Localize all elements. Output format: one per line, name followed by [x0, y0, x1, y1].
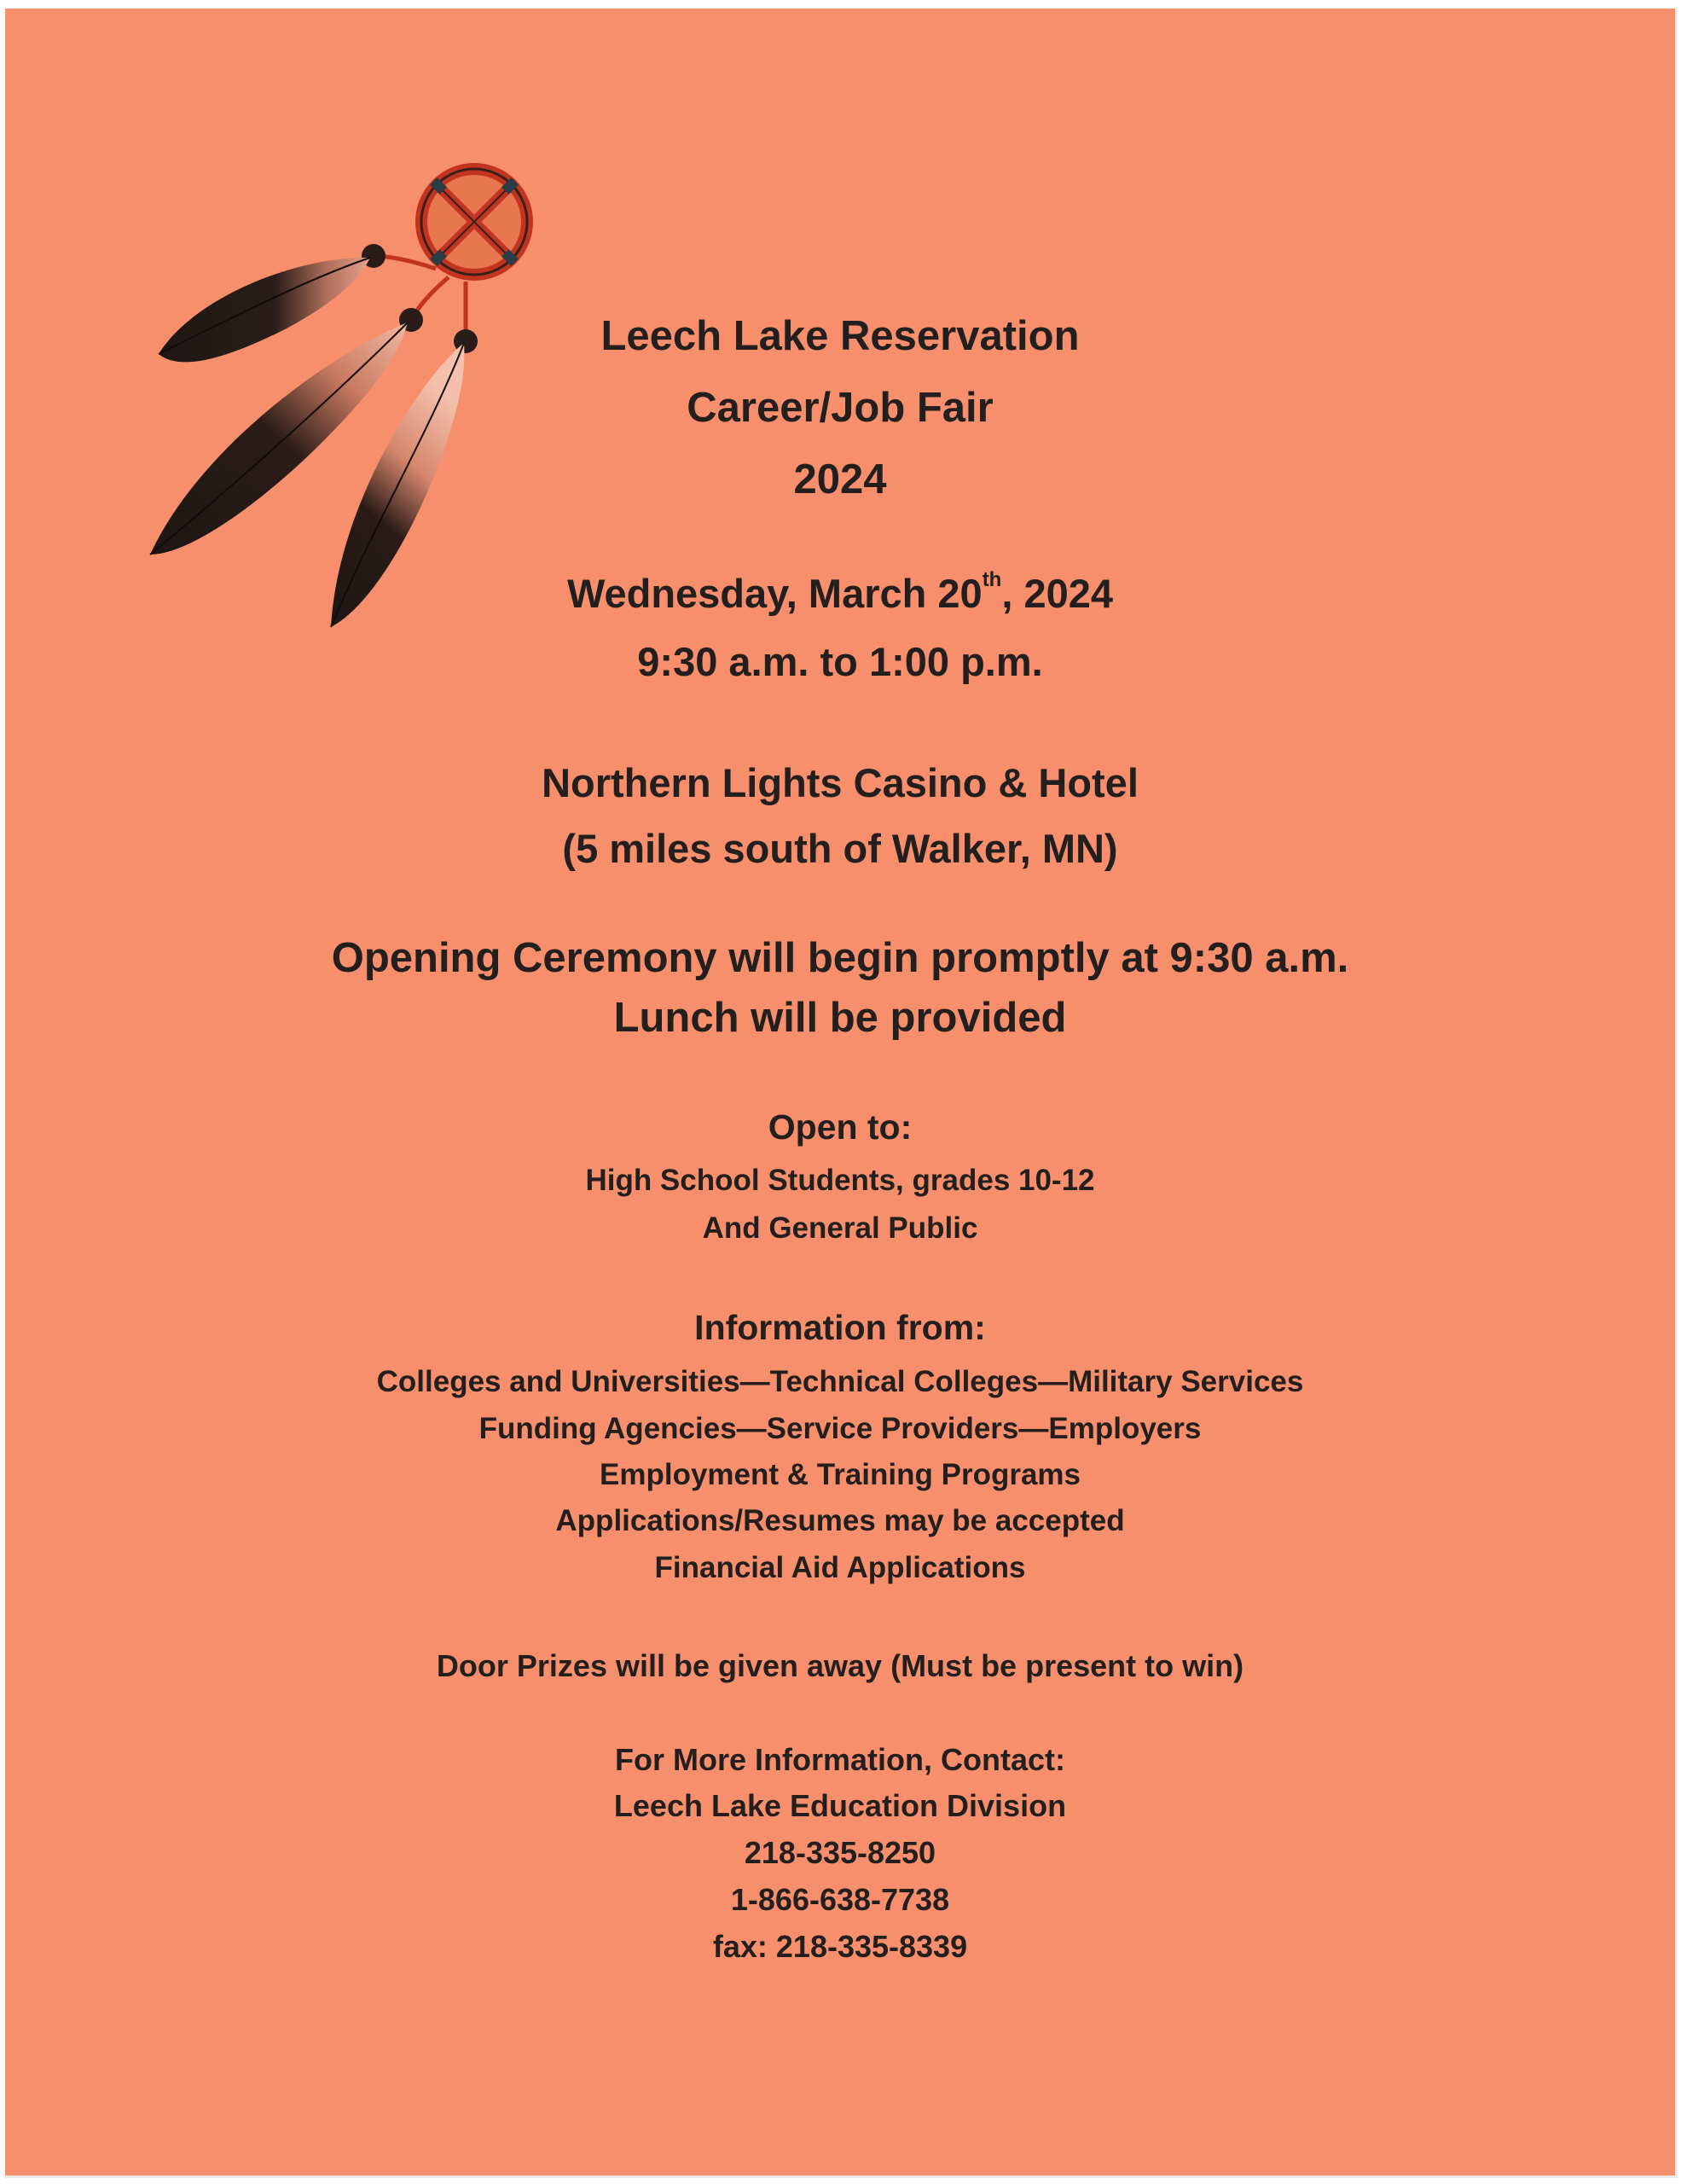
information-item: Financial Aid Applications: [654, 1551, 1026, 1584]
contact-fax: fax: 218-335-8339: [712, 1929, 968, 1964]
lunch-note: Lunch will be provided: [613, 995, 1067, 1041]
title-line-2: Career/Job Fair: [687, 385, 994, 431]
event-date-main: Wednesday, March 20: [566, 571, 983, 616]
event-date-year: , 2024: [1001, 571, 1114, 616]
title-year: 2024: [793, 456, 887, 502]
contact-organization: Leech Lake Education Division: [613, 1788, 1067, 1823]
event-date: [5, 570, 1675, 617]
open-to-item: And General Public: [702, 1211, 978, 1245]
open-to-heading: Open to:: [768, 1107, 913, 1147]
venue-name: Northern Lights Casino & Hotel: [542, 760, 1139, 805]
contact-phone: 218-335-8250: [744, 1835, 936, 1870]
information-item: Funding Agencies—Service Providers—Employers: [478, 1412, 1202, 1445]
information-item: Employment & Training Programs: [600, 1458, 1081, 1491]
event-date-ordinal: th: [982, 568, 1002, 591]
flyer-page: [5, 9, 1678, 2178]
open-to-item: High School Students, grades 10-12: [585, 1164, 1095, 1197]
venue-directions: (5 miles south of Walker, MN): [562, 826, 1118, 871]
title-line-1: Leech Lake Reservation: [600, 313, 1080, 359]
contact-phone-tollfree: 1-866-638-7738: [730, 1882, 950, 1917]
opening-ceremony: Opening Ceremony will begin promptly at 9:30 a.m.: [331, 935, 1349, 981]
event-time: 9:30 a.m. to 1:00 p.m.: [637, 639, 1043, 684]
contact-heading: For More Information, Contact:: [615, 1742, 1065, 1777]
information-heading: Information from:: [694, 1308, 986, 1347]
information-item: Colleges and Universities—Technical Colleges—Military Services: [376, 1365, 1304, 1398]
information-item: Applications/Resumes may be accepted: [555, 1504, 1125, 1537]
door-prizes-note: Door Prizes will be given away (Must be present to win): [436, 1648, 1244, 1683]
